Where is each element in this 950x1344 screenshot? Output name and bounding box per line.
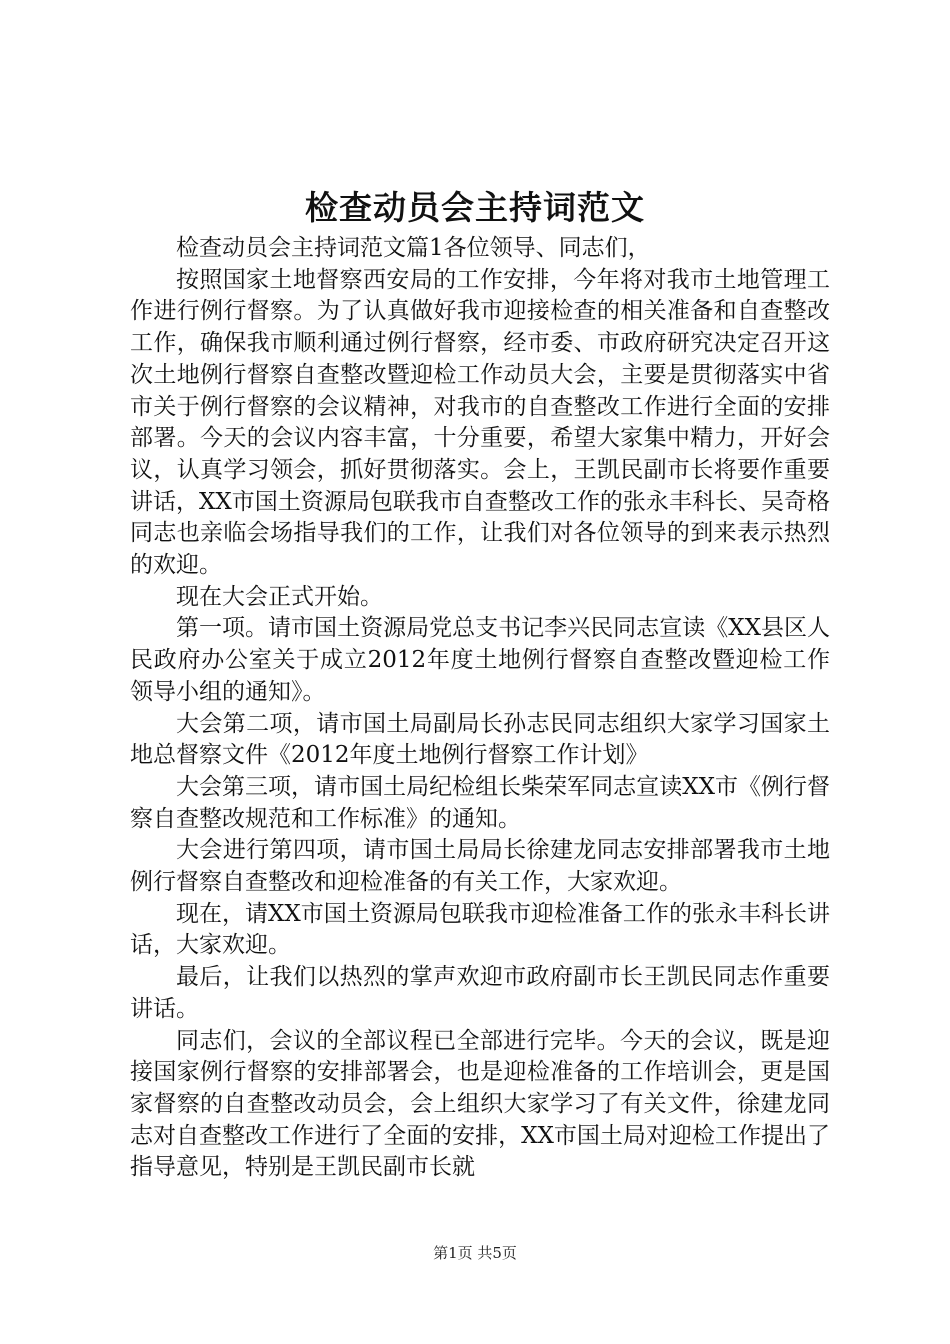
paragraph-meeting-start: 现在大会正式开始。 [176,583,383,610]
paragraph-item-three: 大会第三项，请市国土局纪检组长柴荣军同志宣读XX市《例行督察自查整改规范和工作标准》的通知。 [130,773,830,832]
paragraph-speech-zhang: 现在，请XX市国土资源局包联我市迎检准备工作的张永丰科长讲话，大家欢迎。 [130,900,830,959]
paragraph-speech-wang: 最后，让我们以热烈的掌声欢迎市政府副市长王凯民同志作重要讲话。 [130,964,830,1022]
paragraph-introduction: 按照国家土地督察西安局的工作安排，今年将对我市土地管理工作进行例行督察。为了认真做好我市迎接检查的相关准备和自查整改工作，确保我市顺利通过例行督察，经市委、市政府研究决定召开这次土地例行督察自查整改暨迎检工作动员大会，主要是贯彻落实中省市关于例行督察的会议精神，对我市的自查整改工作进行全面的安排部署。今天的会议内容丰富，十分重要，希望大家集中精力，开好会议，认真学习领会，抓好贯彻落实。会上，王凯民副市长将要作重要讲话，XX市国土资源局包联我市自查整改工作的张永丰科长、吴奇格同志也亲临会场指导我们的工作，让我们对各位领导的到来表示热烈的欢迎。 [130,266,830,579]
document-title: 检查动员会主持词范文 [305,188,645,227]
document-body [130,233,830,1184]
paragraph-opening: 检查动员会主持词范文篇1各位领导、同志们， [176,235,651,261]
paragraph-item-four: 大会进行第四项，请市国土局局长徐建龙同志安排部署我市土地例行督察自查整改和迎检准备的有关工作，大家欢迎。 [130,837,830,896]
paragraph-closing: 同志们，会议的全部议程已全部进行完毕。今天的会议，既是迎接国家例行督察的安排部署会，也是迎检准备的工作培训会，更是国家督察的自查整改动员会，会上组织大家学习了有关文件，徐建龙同志对自查整改工作进行了全面的安排，XX市国土局对迎检工作提出了指导意见，特别是王凯民副市长就 [130,1027,830,1181]
paragraph-item-two: 大会第二项，请市国土局副局长孙志民同志组织大家学习国家土地总督察文件《2012年度土地例行督察工作计划》 [130,710,830,769]
page-footer: 第1页 共5页 [433,1244,517,1262]
paragraph-item-one: 第一项。请市国土资源局党总支书记李兴民同志宣读《XX县区人民政府办公室关于成立2012年度土地例行督察自查整改暨迎检工作领导小组的通知》。 [130,615,830,705]
